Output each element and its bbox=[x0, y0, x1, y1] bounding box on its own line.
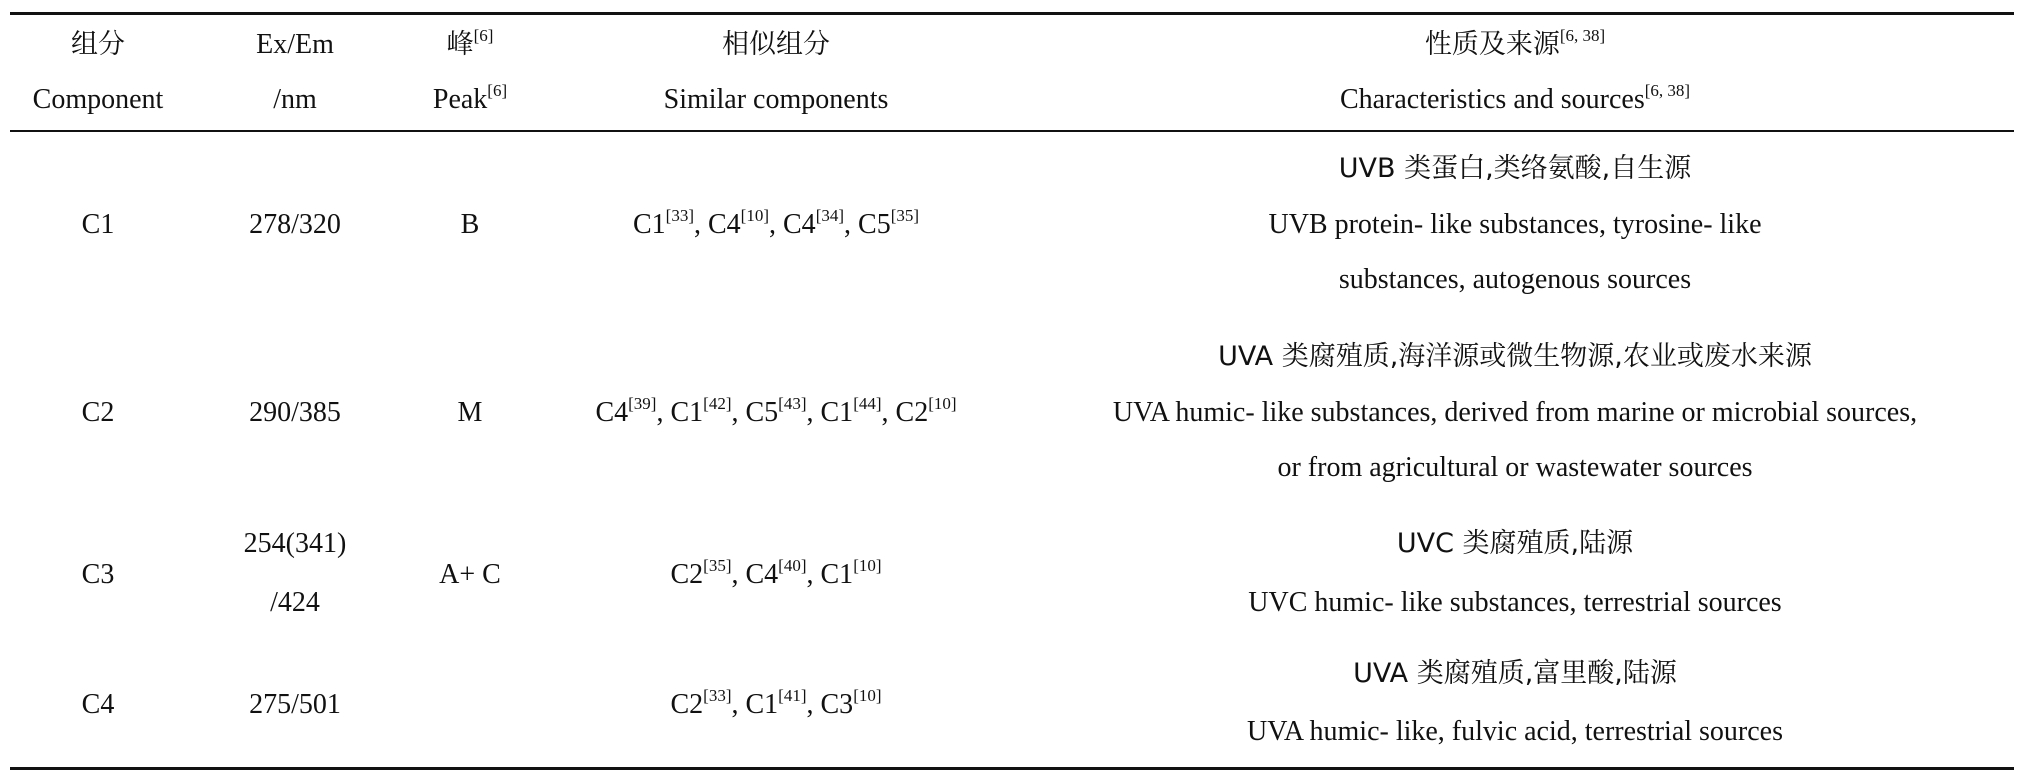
table-cell-similar: C4[39], C1[42], C5[43], C1[44], C2[10] bbox=[595, 394, 957, 428]
table-cell-char-cn: UVA 类腐殖质,富里酸,陆源 bbox=[1353, 658, 1677, 689]
header-similar-en: Similar components bbox=[663, 84, 889, 115]
header-exem-line2: /nm bbox=[273, 84, 317, 115]
table-header-rule bbox=[10, 130, 2014, 132]
table-cell-component: C2 bbox=[81, 397, 115, 428]
table-cell-exem: 278/320 bbox=[249, 209, 341, 240]
table-bottom-rule bbox=[10, 767, 2014, 770]
table-cell-similar: C2[35], C4[40], C1[10] bbox=[670, 556, 882, 590]
table-cell-similar: C2[33], C1[41], C3[10] bbox=[670, 686, 882, 720]
header-exem-line1: Ex/Em bbox=[256, 29, 334, 60]
header-peak-cn: 峰[6] bbox=[446, 26, 494, 60]
table-cell-char-cn: UVA 类腐殖质,海洋源或微生物源,农业或废水来源 bbox=[1218, 341, 1812, 372]
table-cell-component: C4 bbox=[81, 689, 115, 720]
table-cell-similar: C1[33], C4[10], C4[34], C5[35] bbox=[632, 206, 920, 240]
header-char-cn: 性质及来源[6, 38] bbox=[1424, 26, 1606, 60]
table-cell-char-en-1: UVC humic- like substances, terrestrial sources bbox=[1248, 587, 1782, 618]
table-cell-exem: 275/501 bbox=[249, 689, 341, 720]
header-peak-en: Peak[6] bbox=[432, 81, 508, 115]
table-cell-char-en-2: or from agricultural or wastewater sources bbox=[1277, 452, 1753, 483]
header-char-en: Characteristics and sources[6, 38] bbox=[1339, 81, 1691, 115]
table-cell-peak: A+ C bbox=[439, 559, 501, 590]
table-cell-peak: B bbox=[460, 209, 480, 240]
table-cell-char-en-1: UVA humic- like substances, derived from marine or microbial sources, bbox=[1112, 397, 1918, 428]
table-cell-exem: 290/385 bbox=[249, 397, 341, 428]
table-cell-char-cn: UVC 类腐殖质,陆源 bbox=[1396, 528, 1634, 559]
header-component-cn: 组分 bbox=[71, 29, 125, 60]
table-cell-component: C1 bbox=[81, 209, 115, 240]
header-component-en: Component bbox=[32, 84, 164, 115]
table-cell-exem-line2: /424 bbox=[270, 587, 320, 618]
table-top-rule bbox=[10, 12, 2014, 15]
table-cell-char-en-2: substances, autogenous sources bbox=[1338, 264, 1692, 295]
table-cell-component: C3 bbox=[81, 559, 115, 590]
table-cell-char-en-1: UVB protein- like substances, tyrosine- like bbox=[1268, 209, 1762, 240]
header-similar-cn: 相似组分 bbox=[722, 29, 830, 60]
table-cell-exem-line1: 254(341) bbox=[243, 528, 347, 559]
table-cell-peak: M bbox=[457, 397, 483, 428]
table-cell-char-en-1: UVA humic- like, fulvic acid, terrestrial sources bbox=[1247, 716, 1783, 747]
table-cell-char-cn: UVB 类蛋白,类络氨酸,自生源 bbox=[1338, 153, 1692, 184]
